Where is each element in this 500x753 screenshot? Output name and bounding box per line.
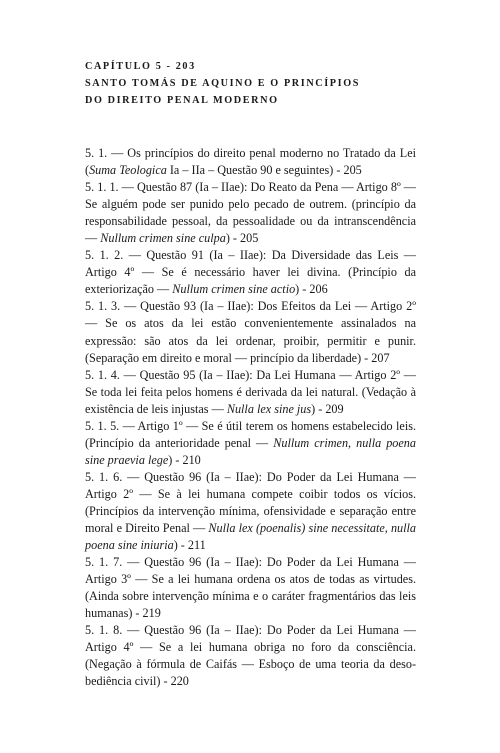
chapter-number: CAPÍTULO 5 - 203 xyxy=(85,61,196,72)
chapter-title-line-2: DO DIREITO PENAL MODERNO xyxy=(85,95,279,106)
page xyxy=(85,58,416,691)
toc-entry-2: 5. 1. 1. — Questão 87 (Ia – IIae): Do Reato da Pena — Artigo 8º — Se alguém pode ser punido pelo pecado de outrem. (princípio da responsabilidade pessoal, da pessoalidade ou da intranscendência — Nullum crimen sine culpa) - 205 xyxy=(85,180,416,246)
table-of-contents xyxy=(85,145,416,691)
chapter-title-line-1: SANTO TOMÁS DE AQUINO E O PRINCÍPIOS xyxy=(85,78,360,89)
toc-entry-5: 5. 1. 4. — Questão 95 (Ia – IIae): Da Lei Humana — Artigo 2º — Se toda lei feita pelos homens é derivada da lei natural. (Vedação à existência de leis injustas — Nulla lex sine jus) - 209 xyxy=(85,367,416,416)
toc-entry-7: 5. 1. 6. — Questão 96 (Ia – IIae): Do Poder da Lei Humana — Artigo 2º — Se à lei humana compete coibir todos os vícios. (Princípios da intervenção mínima, ofensividade e separação entre moral e Direito Penal — Nulla lex (poenalis) sine necessitate, nulla poena sine iniuria) - 211 xyxy=(85,469,416,553)
toc-entry-3: 5. 1. 2. — Questão 91 (Ia – IIae): Da Diversidade das Leis — Artigo 4º — Se é necessário haver lei divina. (Princípio da exteriorização — Nullum crimen sine actio) - 206 xyxy=(85,248,416,297)
toc-entry-1: 5. 1. — Os princípios do direito penal moderno no Tratado da Lei (Suma Teologica Ia – IIa – Questão 90 e seguintes) - 205 xyxy=(85,146,416,178)
toc-entry-4: 5. 1. 3. — Questão 93 (Ia – IIae): Dos Efeitos da Lei — Artigo 2º — Se os atos da lei estão convenientemente assinalados na expressão: são atos da lei ordenar, proibir, permitir e punir. (Separação em direito e moral — princípio da liberdade) - 207 xyxy=(85,299,416,365)
chapter-heading xyxy=(85,58,416,109)
toc-entry-9: 5. 1. 8. — Questão 96 (Ia – IIae): Do Poder da Lei Humana — Artigo 4º — Se a lei humana obriga no foro da consciência. (Negação à fórmula de Caifás — Esboço de uma teoria da desobediência civil) - 220 xyxy=(85,623,416,689)
toc-entry-8: 5. 1. 7. — Questão 96 (Ia – IIae): Do Poder da Lei Humana — Artigo 3º — Se a lei humana ordena os atos de todas as virtudes. (Ainda sobre intervenção mínima e o caráter fragmentários das leis humanas) - 219 xyxy=(85,555,416,621)
toc-entry-6: 5. 1. 5. — Artigo 1º — Se é útil terem os homens estabelecido leis. (Princípio da anterioridade penal — Nullum crimen, nulla poena sine praevia lege) - 210 xyxy=(85,418,416,467)
